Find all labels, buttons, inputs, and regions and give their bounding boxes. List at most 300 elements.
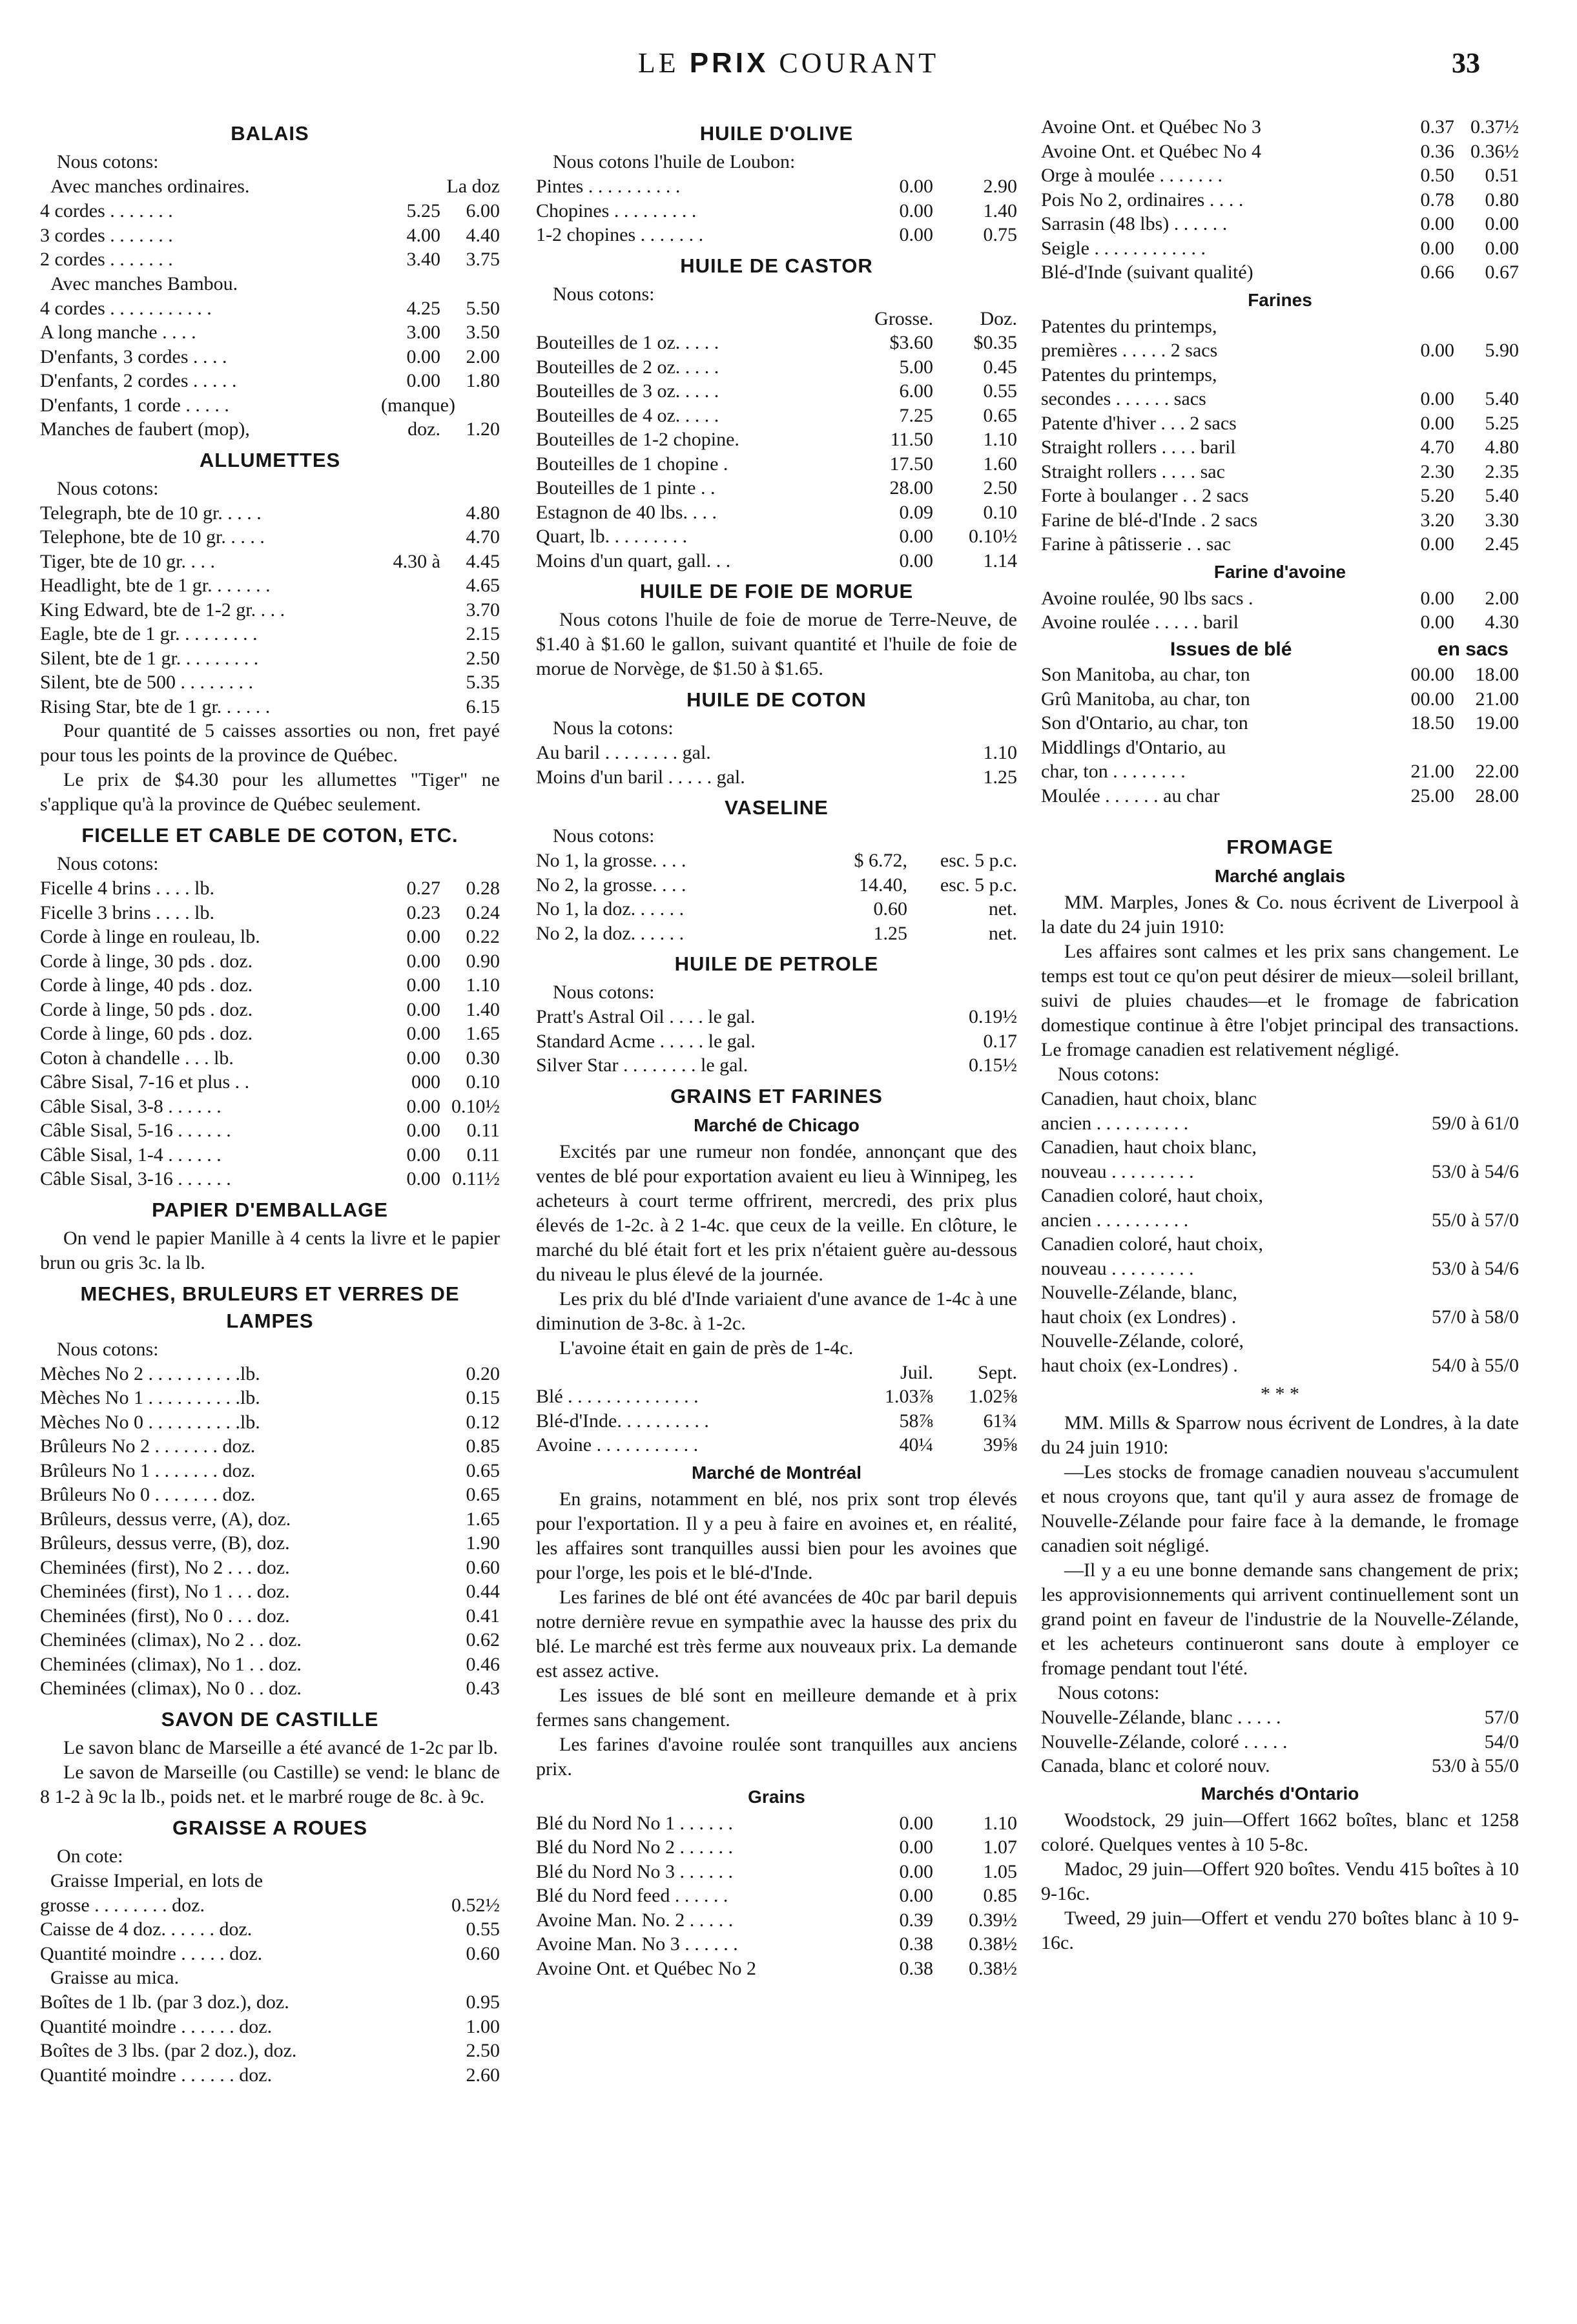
price-row	[1041, 532, 1519, 557]
item-label: Blé du Nord No 3 . . . . . .	[536, 1860, 733, 1882]
price-value: 0.10½	[969, 526, 1017, 547]
price-value: 53/0 à 55/0	[1432, 1755, 1519, 1776]
item-label: Canadien, haut choix, blanc	[1041, 1088, 1257, 1109]
price-value: 0.00	[899, 200, 933, 221]
price-value: 0.00	[406, 998, 440, 1020]
price-row	[536, 174, 1017, 199]
item-label: A long manche . . . .	[40, 322, 196, 343]
item-label: Corde à linge, 30 pds . doz.	[40, 950, 253, 972]
item-label: No 2, la doz. . . . . .	[536, 922, 685, 944]
price-row	[40, 1362, 500, 1386]
price-value: 1.25	[983, 766, 1017, 788]
price-value: 0.00	[406, 926, 440, 947]
item-label: Boîtes de 1 lb. (par 3 doz.), doz.	[40, 1991, 289, 2013]
price-row	[1041, 1754, 1519, 1778]
price-row	[536, 1932, 1017, 1957]
price-row	[40, 901, 500, 925]
price-value: 0.24	[466, 901, 500, 923]
intro-text: Nous cotons:	[57, 853, 159, 874]
price-value: 0.19½	[969, 1006, 1017, 1027]
price-value: 0.66	[1420, 262, 1454, 283]
price-row	[40, 622, 500, 646]
section-heading-allumettes: ALLUMETTES	[199, 448, 341, 471]
price-row	[40, 973, 500, 998]
price-row	[40, 876, 500, 901]
price-row	[536, 524, 1017, 549]
item-label: No 1, la doz. . . . . .	[536, 898, 685, 920]
price-row	[40, 598, 500, 622]
price-row	[1041, 610, 1519, 635]
item-label: Eagle, bte de 1 gr. . . . . . . . .	[40, 623, 258, 644]
price-row	[40, 573, 500, 598]
intro-text: Nous cotons l'huile de Loubon:	[553, 151, 796, 172]
price-row	[1041, 586, 1519, 611]
price-row	[536, 765, 1017, 790]
price-value	[1454, 314, 1519, 339]
subsection-heading-farine-avoine: Farine d'avoine	[1213, 561, 1346, 582]
item-label: Avoine roulée . . . . . baril	[1041, 612, 1239, 633]
item-label: Brûleurs, dessus verre, (B), doz.	[40, 1532, 290, 1554]
price-value: 3.20	[1420, 509, 1454, 531]
item-label: Blé-d'Inde (suivant qualité)	[1041, 262, 1253, 283]
item-label: Cheminées (climax), No 2 . . doz.	[40, 1629, 302, 1650]
price-value: 0.00	[899, 1836, 933, 1858]
price-value: 57/0 à 58/0	[1432, 1306, 1519, 1328]
price-value: 3.75	[466, 249, 500, 270]
column-1	[40, 115, 500, 2087]
price-value: 0.00	[1420, 213, 1454, 234]
section-heading-castor: HUILE DE CASTOR	[680, 254, 873, 277]
price-value: 0.55	[983, 380, 1017, 402]
price-row	[1041, 460, 1519, 484]
price-value: 0.00	[1420, 612, 1454, 633]
item-label: Nouvelle-Zélande, coloré,	[1041, 1330, 1244, 1352]
price-row	[536, 921, 1017, 946]
item-label: Corde à linge en rouleau, lb.	[40, 926, 260, 947]
price-value: 0.15½	[969, 1054, 1017, 1076]
price-value	[381, 501, 440, 526]
price-list-grains-continued	[1041, 115, 1519, 285]
price-value: 0.00	[406, 950, 440, 972]
subsection-heading-ontario: Marchés d'Ontario	[1201, 1783, 1359, 1804]
price-value: 0.38	[899, 1933, 933, 1955]
price-value: 28.00	[1475, 785, 1519, 807]
price-value: 21.00	[1475, 688, 1519, 710]
item-label: Bouteilles de 1 oz. . . . .	[536, 332, 719, 353]
item-label: Blé . . . . . . . . . . . . . .	[536, 1386, 699, 1407]
price-list-graisse-mica	[40, 1990, 500, 2087]
price-row	[536, 331, 1017, 355]
price-value: 0.09	[899, 501, 933, 523]
price-value: 0.00	[406, 974, 440, 996]
price-row	[536, 1835, 1017, 1860]
item-label: Telegraph, bte de 10 gr. . . . .	[40, 502, 262, 524]
price-row	[40, 1483, 500, 1507]
price-row	[40, 417, 500, 442]
subsection-heading-chicago: Marché de Chicago	[694, 1115, 860, 1135]
item-label: Brûleurs No 1 . . . . . . . doz.	[40, 1459, 256, 1481]
item-label: Seigle . . . . . . . . . . . .	[1041, 237, 1206, 259]
price-value: 0.60	[466, 1942, 500, 1964]
item-label: Brûleurs No 2 . . . . . . . doz.	[40, 1435, 256, 1457]
price-value: 4.70	[1420, 437, 1454, 458]
price-value: 0.43	[466, 1678, 500, 1699]
column-3	[1041, 115, 1519, 1955]
item-label: Câble Sisal, 3-8 . . . . . .	[40, 1095, 222, 1117]
price-row	[40, 1628, 500, 1652]
price-row	[40, 1410, 500, 1435]
price-value: 5.40	[1485, 485, 1519, 506]
price-value: 0.36	[1420, 140, 1454, 162]
price-value: 1.03⅞	[885, 1386, 933, 1407]
item-label: Mèches No 1 . . . . . . . . . .lb.	[40, 1387, 260, 1408]
price-row	[40, 550, 500, 574]
price-row	[536, 355, 1017, 380]
price-value: 1.90	[466, 1532, 500, 1554]
price-value: 0.00	[406, 1168, 440, 1189]
price-value: 0.00	[406, 370, 440, 391]
price-value: 0.45	[983, 356, 1017, 378]
price-value: 1.65	[466, 1508, 500, 1530]
item-label: Au baril . . . . . . . . gal.	[536, 742, 711, 763]
paragraph: Nous cotons l'huile de foie de morue de Terre-Neuve, de $1.40 à $1.60 le gallon, suivant quantité et l'huile de foie de morue de Norvège, de $1.50 à $1.65.	[536, 609, 1017, 679]
item-label: D'enfants, 1 corde . . . . .	[40, 394, 229, 416]
price-value: 6.00	[899, 380, 933, 402]
price-list-fromage-liverpool	[1041, 1087, 1519, 1377]
price-value: net.	[988, 898, 1017, 920]
subsection-heading-farines: Farines	[1248, 289, 1312, 310]
section-heading-ficelle: FICELLE ET CABLE DE COTON, ETC.	[81, 824, 459, 847]
item-label: Coton à chandelle . . . lb.	[40, 1047, 234, 1069]
item-label: ancien . . . . . . . . . .	[1041, 1112, 1189, 1134]
item-label: Estagnon de 40 lbs. . . .	[536, 501, 717, 523]
price-value: 61¾	[983, 1410, 1017, 1432]
price-value: 25.00	[1410, 785, 1454, 807]
item-label: Corde à linge, 60 pds . doz.	[40, 1023, 253, 1044]
paragraph: Les farines de blé ont été avancées de 40c par baril depuis notre dernière revue en sympathie avec la hausse des prix du blé. Le marché est très ferme aux nouveaux prix. La demande est assez active.	[536, 1586, 1017, 1681]
price-value: 0.11	[466, 1144, 500, 1166]
price-row	[1041, 411, 1519, 436]
price-value: 0.60	[466, 1556, 500, 1578]
price-value: 0.38½	[969, 1933, 1017, 1955]
item-label: Moulée . . . . . . au char	[1041, 785, 1220, 807]
price-value: 0.44	[466, 1581, 500, 1602]
price-value: 1.40	[466, 998, 500, 1020]
section-heading-meches: MECHES, BRULEURS ET VERRES DE LAMPES	[80, 1282, 460, 1332]
price-row	[536, 1029, 1017, 1054]
price-row	[1041, 711, 1519, 735]
price-value: 5.35	[466, 672, 500, 693]
price-row	[1041, 1111, 1519, 1136]
section-heading-coton: HUILE DE COTON	[686, 688, 867, 711]
price-value: 5.40	[1485, 388, 1519, 409]
price-value: 2.60	[466, 2064, 500, 2086]
price-value: 0.00	[899, 1860, 933, 1882]
price-row	[1041, 236, 1519, 261]
price-row	[536, 452, 1017, 477]
price-row	[1041, 115, 1519, 139]
price-value: 0.41	[466, 1605, 500, 1627]
item-label: Nouvelle-Zélande, coloré . . . . .	[1041, 1731, 1288, 1753]
price-value: 0.30	[466, 1047, 500, 1069]
price-value: 5.00	[899, 356, 933, 378]
price-row	[536, 549, 1017, 573]
item-label: Cheminées (climax), No 0 . . doz.	[40, 1678, 302, 1699]
price-value	[1390, 363, 1454, 387]
subheading: Avec manches Bambou.	[50, 273, 238, 294]
item-label: Avoine Man. No 3 . . . . . .	[536, 1933, 738, 1955]
price-list-petrole	[536, 1005, 1017, 1078]
price-row	[40, 296, 500, 321]
price-row	[536, 1053, 1017, 1078]
price-value: 0.55	[466, 1918, 500, 1940]
price-row	[536, 897, 1017, 921]
price-row	[1041, 435, 1519, 460]
price-row	[40, 1579, 500, 1604]
item-label: ancien . . . . . . . . . .	[1041, 1209, 1189, 1231]
price-row	[40, 1556, 500, 1580]
price-row	[40, 1434, 500, 1459]
item-label: Bouteilles de 1-2 chopine.	[536, 429, 739, 450]
price-value: 0.85	[983, 1885, 1017, 1906]
price-value: 0.00	[899, 526, 933, 547]
item-label: Mèches No 0 . . . . . . . . . .lb.	[40, 1411, 260, 1433]
price-row	[1041, 508, 1519, 533]
price-row	[1041, 1257, 1519, 1281]
paragraph: Woodstock, 29 juin—Offert 1662 boîtes, blanc et 1258 coloré. Quelques ventes à 10 5-8c.	[1041, 1809, 1519, 1855]
price-value: $0.35	[973, 332, 1017, 353]
item-label: Son d'Ontario, au char, ton	[1041, 712, 1248, 734]
price-row	[1041, 735, 1519, 760]
paragraph: On vend le papier Manille à 4 cents la livre et le papier brun ou gris 3c. la lb.	[40, 1227, 500, 1273]
price-value: 0.00	[899, 1885, 933, 1906]
price-value: 0.52½	[451, 1894, 500, 1916]
price-value: 21.00	[1410, 761, 1454, 782]
item-label: Canadien coloré, haut choix,	[1041, 1233, 1264, 1255]
item-label: Ficelle 4 brins . . . . lb.	[40, 878, 214, 899]
price-value: 4.80	[466, 502, 500, 524]
price-row	[536, 379, 1017, 404]
price-value: 18.50	[1410, 712, 1454, 734]
price-list-fromage-londres	[1041, 1705, 1519, 1778]
price-value: 7.25	[899, 404, 933, 426]
item-label: D'enfants, 3 cordes . . . .	[40, 345, 227, 367]
subsection-heading-anglais: Marché anglais	[1214, 866, 1346, 886]
item-label: Telephone, bte de 10 gr. . . . .	[40, 526, 265, 548]
intro-text: Nous cotons:	[1058, 1064, 1160, 1085]
price-value: 0.00	[899, 550, 933, 571]
price-row	[40, 925, 500, 949]
price-value: 2.30	[1420, 460, 1454, 482]
price-row	[40, 1095, 500, 1119]
paragraph: Le savon blanc de Marseille a été avancé de 1-2c par lb.	[63, 1736, 499, 1758]
paragraph: Le savon de Marseille (ou Castille) se vend: le blanc de 8 1-2 à 9c la lb., poids net. et le marbré rouge de 8c. à 9c.	[40, 1761, 500, 1807]
price-row	[536, 848, 1017, 873]
price-value: 0.11½	[452, 1168, 500, 1189]
price-list-graisse-imperial	[40, 1893, 500, 1966]
price-value: 0.85	[466, 1435, 500, 1457]
price-row	[1041, 387, 1519, 411]
price-row	[40, 1070, 500, 1095]
price-row	[1041, 1305, 1519, 1330]
item-label: Patentes du printemps,	[1041, 315, 1217, 337]
price-list-castor	[536, 331, 1017, 573]
price-value: 0.50	[1420, 165, 1454, 186]
price-row	[40, 2063, 500, 2088]
price-row	[536, 1433, 1017, 1457]
price-row	[40, 223, 500, 248]
item-label: Corde à linge, 40 pds . doz.	[40, 974, 253, 996]
price-row	[40, 345, 500, 369]
price-value: 0.65	[466, 1459, 500, 1481]
paragraph: Excités par une rumeur non fondée, annonçant que des ventes de blé pour exportation avaient eu lieu à Winnipeg, les acheteurs à court terme offrirent, mercredi, des prix plus élevés de 1-2c. à 2 1-4c. que ceux de la veille. En clôture, le marché du blé était fort et les prix n'étaient guère au-dessous du niveau le plus élevé de la journée.	[536, 1140, 1017, 1285]
price-value: 0.00	[1420, 237, 1454, 259]
price-row	[40, 1676, 500, 1701]
running-title: LE PRIX COURANT	[637, 47, 940, 79]
price-value: 0.10	[466, 1071, 500, 1093]
price-value	[381, 598, 440, 622]
paragraph: En grains, notamment en blé, nos prix sont trop élevés pour l'exportation. Il y a peu à faire en avoines et, en réalité, les affaires sont tranquilles aussi bien pour les avoines que pour l'orge, les pois et le blé-d'Inde.	[536, 1488, 1017, 1583]
price-value: 0.15	[466, 1387, 500, 1408]
price-value: 1.07	[983, 1836, 1017, 1858]
item-label: 4 cordes . . . . . . .	[40, 200, 173, 221]
price-value: 0.00	[899, 1812, 933, 1834]
column-headers: Grosse. Doz.	[874, 307, 1017, 329]
price-value	[381, 622, 440, 646]
price-row	[40, 1531, 500, 1556]
price-value: 4.25	[406, 297, 440, 319]
price-value: 2.50	[466, 647, 500, 669]
price-value: 0.39	[899, 1909, 933, 1931]
price-row	[40, 998, 500, 1022]
price-value: 4.70	[466, 526, 500, 548]
intro-text: Nous la cotons:	[553, 717, 674, 739]
price-value: 3.70	[466, 599, 500, 621]
price-list-chicago	[536, 1384, 1017, 1457]
paragraph: Tweed, 29 juin—Offert et vendu 270 boîtes blanc à 10 9-16c.	[1041, 1907, 1519, 1953]
price-list-allumettes	[40, 501, 500, 719]
price-row	[40, 369, 500, 393]
intro-text: Nous cotons:	[57, 477, 159, 499]
item-label: Câble Sisal, 5-16 . . . . . .	[40, 1120, 231, 1141]
price-row	[536, 1005, 1017, 1029]
price-row	[40, 1893, 500, 1918]
price-row	[1041, 188, 1519, 212]
price-value: 0.00	[899, 176, 933, 197]
item-label: Blé-d'Inde. . . . . . . . . .	[536, 1410, 709, 1432]
price-list-meches	[40, 1362, 500, 1701]
price-value	[1370, 1135, 1519, 1160]
price-value: 1.10	[983, 429, 1017, 450]
intro-text: Nous cotons:	[553, 982, 655, 1003]
price-row	[40, 1652, 500, 1677]
page-number: 33	[1452, 47, 1480, 79]
item-label: Moins d'un quart, gall. . .	[536, 550, 731, 571]
price-value: 0.20	[466, 1363, 500, 1384]
section-heading-morue: HUILE DE FOIE DE MORUE	[639, 580, 914, 602]
item-label: Patentes du printemps,	[1041, 364, 1217, 386]
price-value: 0.27	[406, 878, 440, 899]
item-label: Cheminées (climax), No 1 . . doz.	[40, 1653, 302, 1675]
item-label: Avoine Ont. et Québec No 2	[536, 1957, 757, 1979]
price-row	[1041, 363, 1519, 387]
price-value: 3.40	[406, 249, 440, 270]
price-row	[536, 1384, 1017, 1409]
price-row	[1041, 212, 1519, 236]
price-row	[536, 1860, 1017, 1884]
item-label: Avoine roulée, 90 lbs sacs .	[1041, 587, 1253, 609]
item-label: 4 cordes . . . . . . . . . . .	[40, 297, 212, 319]
price-value: 19.00	[1475, 712, 1519, 734]
price-row	[536, 427, 1017, 452]
price-row	[40, 695, 500, 719]
price-value	[1390, 314, 1454, 339]
paragraph: L'avoine était en gain de près de 1-4c.	[559, 1337, 854, 1359]
paragraph: —Il y a eu une bonne demande sans changement de prix; les approvisionnements qui arrivent continuellement sont un grand point en faveur de l'industrie de la Nouvelle-Zélande, et les acheteurs continueront sans doute à employer ce fromage pendant tout l'été.	[1041, 1559, 1519, 1679]
price-row	[1041, 139, 1519, 164]
price-value: 00.00	[1410, 664, 1454, 685]
item-label: nouveau . . . . . . . . .	[1041, 1257, 1194, 1279]
section-heading-grains: GRAINS ET FARINES	[670, 1084, 883, 1107]
price-value: esc. 5 p.c.	[940, 874, 1017, 896]
price-row	[40, 949, 500, 974]
item-label: Corde à linge, 50 pds . doz.	[40, 998, 253, 1020]
price-value: 0.00	[406, 1023, 440, 1044]
price-row	[536, 873, 1017, 898]
price-row	[40, 1167, 500, 1191]
section-heading-balais: BALAIS	[231, 122, 309, 145]
price-row	[40, 393, 500, 418]
item-label: Boîtes de 3 lbs. (par 2 doz.), doz.	[40, 2040, 297, 2061]
price-value: 1.10	[983, 1812, 1017, 1834]
price-value	[1454, 735, 1519, 760]
price-value: 1.20	[466, 418, 500, 440]
item-label: Bouteilles de 2 oz. . . . .	[536, 356, 719, 378]
price-row	[40, 1386, 500, 1410]
item-label: Bouteilles de 4 oz. . . . .	[536, 404, 719, 426]
price-row	[536, 404, 1017, 428]
price-value: 0.10	[983, 501, 1017, 523]
price-row	[536, 1884, 1017, 1908]
item-label: Tiger, bte de 10 gr. . . .	[40, 550, 216, 572]
price-value: 5.20	[1420, 485, 1454, 506]
price-value: 54/0	[1484, 1731, 1519, 1753]
item-label: Nouvelle-Zélande, blanc . . . . .	[1041, 1707, 1281, 1728]
paragraph: —Les stocks de fromage canadien nouveau s'accumulent et nous croyons que, tant qu'il y aura assez de fromage de Nouvelle-Zélande pour faire face à la demande, le fromage canadien soit négligé.	[1041, 1461, 1519, 1556]
price-row	[1041, 338, 1519, 363]
item-label: Quantité moindre . . . . . doz.	[40, 1942, 263, 1964]
price-value: 3.00	[406, 322, 440, 343]
price-row	[40, 247, 500, 272]
price-row	[40, 199, 500, 223]
price-value: 0.00	[1420, 587, 1454, 609]
price-value	[1390, 735, 1454, 760]
price-value: 5.50	[466, 297, 500, 319]
price-value: (manque)	[381, 394, 455, 416]
price-value: 0.00	[1485, 237, 1519, 259]
price-value: 0.37	[1420, 116, 1454, 138]
price-row	[40, 1604, 500, 1629]
price-value: 0.37½	[1470, 116, 1519, 138]
price-row	[536, 1908, 1017, 1933]
price-value: 1.05	[983, 1860, 1017, 1882]
paragraph: Les prix du blé d'Inde variaient d'une avance de 1-4c à une diminution de 3-8c. à 1-2c.	[536, 1288, 1017, 1334]
price-value	[381, 695, 440, 719]
price-value: 1.40	[983, 200, 1017, 221]
price-row	[1041, 1135, 1519, 1160]
price-row	[1041, 1160, 1519, 1184]
price-value: 0.00	[406, 1047, 440, 1069]
